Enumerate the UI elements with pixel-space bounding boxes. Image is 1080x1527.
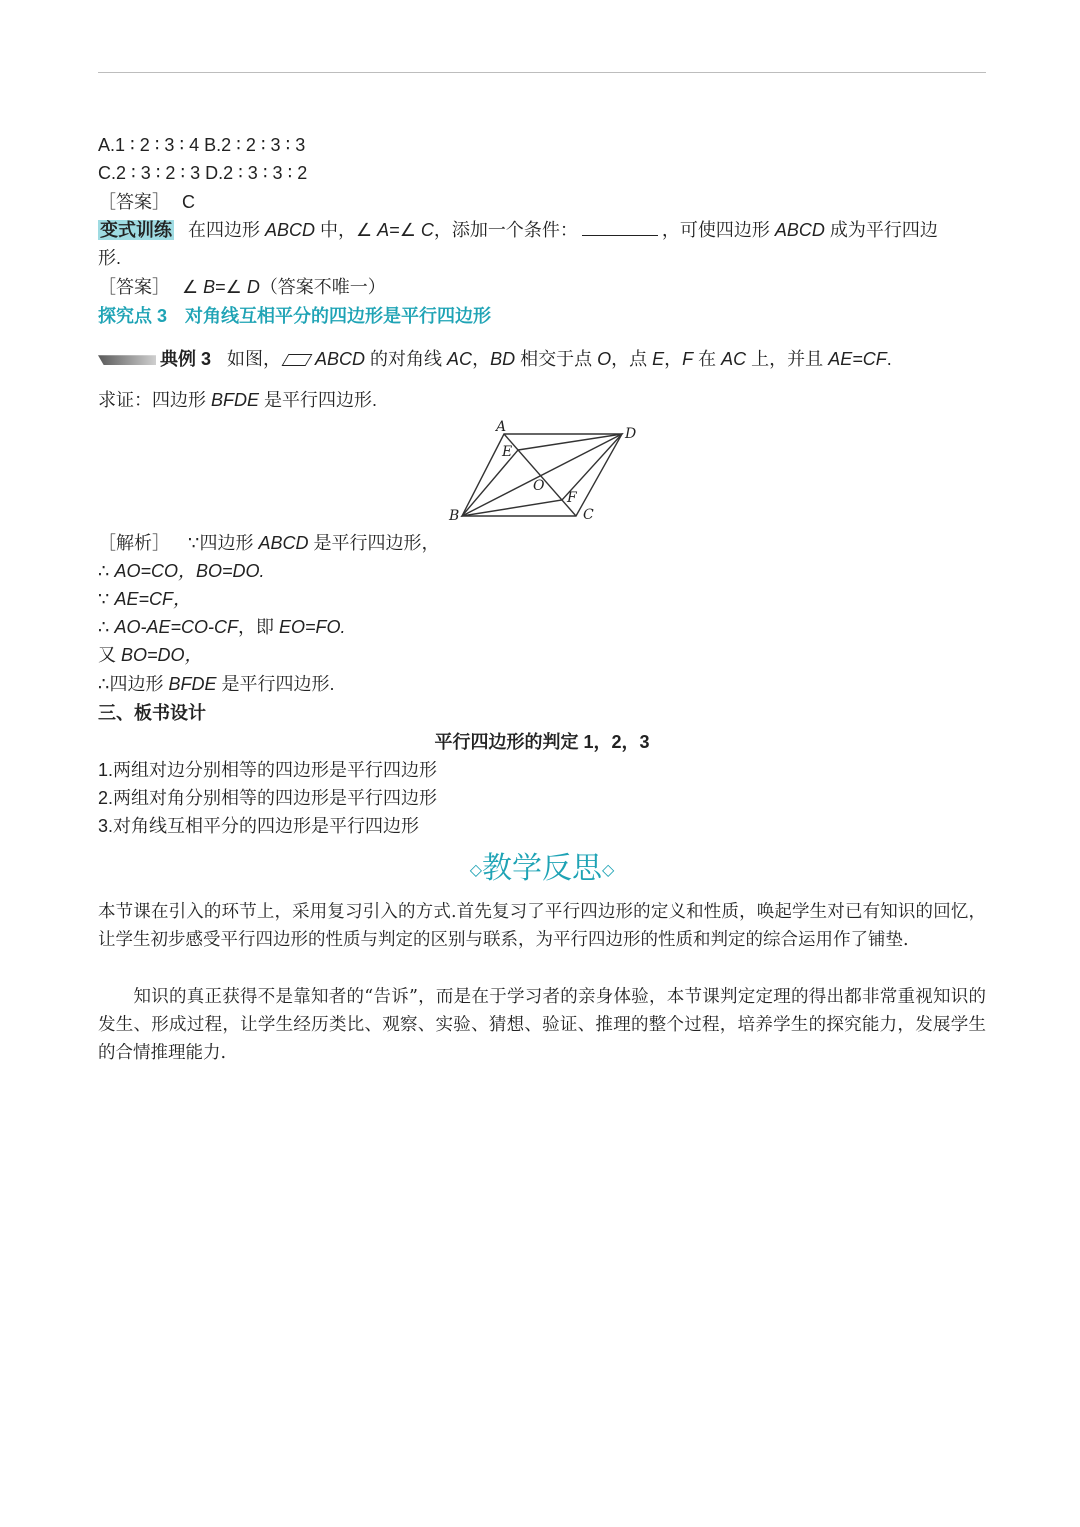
label-e: E bbox=[502, 444, 513, 460]
ex-e: E bbox=[652, 349, 665, 369]
solution-text: ∴四边形 bbox=[98, 674, 169, 694]
answer-blank bbox=[582, 217, 658, 236]
solution-text: 是平行四边形. bbox=[216, 674, 335, 694]
ex-ac: AC bbox=[721, 349, 747, 369]
solution-math: EO=FO. bbox=[278, 617, 346, 637]
board-item: 3.对角线互相平分的四边形是平行四边形 bbox=[98, 816, 420, 836]
answer-note: （答案不唯一） bbox=[259, 277, 386, 297]
variant-line bbox=[98, 216, 938, 244]
solution-text: 是平行四边形， bbox=[308, 533, 440, 553]
ex-f: F bbox=[682, 349, 694, 369]
example-text: ， bbox=[472, 349, 491, 369]
example-text: ，点 bbox=[611, 349, 653, 369]
label-c: C bbox=[583, 507, 594, 523]
label-f: F bbox=[567, 490, 577, 506]
solution-math: AE=CF， bbox=[114, 589, 191, 609]
ex-aecf: AE=CF bbox=[828, 349, 887, 369]
answer-1 bbox=[98, 188, 195, 216]
prove-text: 是平行四边形. bbox=[259, 390, 378, 410]
variant-text: =∠ bbox=[389, 220, 421, 240]
reflection-paragraph-2: 知识的真正获得不是靠知者的“告诉”，而是在于学习者的亲身体验，本节课判定定理的得出都非常重视知识的发生、形成过程，让学生经历类比、观察、实验、猜想、验证、推理的整个过程，培养学生的探究能力，发展学生的合情推理能力. bbox=[98, 987, 986, 1063]
board-heading: 三、板书设计 bbox=[98, 703, 206, 723]
solution-math: BFDE bbox=[168, 674, 217, 694]
diamond-icon: ◇ bbox=[469, 860, 482, 879]
var-a: A bbox=[377, 220, 390, 240]
example-text: . bbox=[886, 349, 892, 369]
var-abcd: ABCD bbox=[265, 220, 316, 240]
sol-abcd: ABCD bbox=[258, 533, 309, 553]
solution-line-1 bbox=[98, 529, 439, 557]
answer-2 bbox=[98, 273, 386, 301]
var-abcd: ABCD bbox=[774, 220, 825, 240]
ribbon-icon bbox=[98, 355, 156, 365]
answer-label: ［答案］ bbox=[98, 192, 170, 212]
var-d: D bbox=[246, 277, 260, 297]
prove-line bbox=[98, 386, 377, 414]
angle-symbol: =∠ bbox=[215, 277, 247, 297]
board-title: 平行四边形的判定 1，2，3 bbox=[434, 732, 650, 752]
solution-line-2 bbox=[98, 557, 265, 585]
solution-math: AO=CO，BO=DO. bbox=[114, 561, 265, 581]
answer-label: ［答案］ bbox=[98, 277, 170, 297]
var-c: C bbox=[420, 220, 434, 240]
answer-value: C bbox=[182, 192, 195, 212]
solution-text: 又 bbox=[98, 645, 122, 665]
example-label: 典例 3 bbox=[160, 349, 212, 369]
solution-line-4 bbox=[98, 613, 346, 641]
parallelogram-icon bbox=[282, 354, 313, 366]
reflection-title bbox=[98, 846, 986, 893]
solution-math: AO-AE=CO-CF bbox=[114, 617, 238, 637]
example-text: ， bbox=[664, 349, 683, 369]
board-item: 2.两组对角分别相等的四边形是平行四边形 bbox=[98, 788, 438, 808]
example-text: 如图， bbox=[227, 349, 282, 369]
section-heading: 探究点 3 对角线互相平分的四边形是平行四边形 bbox=[98, 306, 492, 326]
solution-text: ∴ bbox=[98, 561, 115, 581]
solution-text: ∵四边形 bbox=[188, 533, 259, 553]
options-line-1: A.1 ∶ 2 ∶ 3 ∶ 4 B.2 ∶ 2 ∶ 3 ∶ 3 bbox=[98, 135, 306, 155]
solution-math: BO=DO， bbox=[121, 645, 203, 665]
prove-bfde: BFDE bbox=[211, 390, 260, 410]
solution-text: ∴ bbox=[98, 617, 115, 637]
diamond-icon: ◇ bbox=[602, 860, 615, 879]
ex-ac: AC bbox=[447, 349, 473, 369]
ex-bd: BD bbox=[490, 349, 516, 369]
variant-text: 在四边形 bbox=[188, 220, 266, 240]
example-text: 在 bbox=[693, 349, 722, 369]
parallelogram-figure bbox=[440, 418, 650, 528]
label-b: B bbox=[449, 508, 460, 524]
ex-o: O bbox=[597, 349, 612, 369]
example-text: 上，并且 bbox=[746, 349, 829, 369]
solution-line-5 bbox=[98, 641, 203, 669]
angle-symbol: ∠ bbox=[182, 277, 204, 297]
header-rule bbox=[98, 72, 986, 73]
var-b: B bbox=[203, 277, 216, 297]
reflection-title-text: 教学反思 bbox=[482, 851, 602, 886]
label-a: A bbox=[496, 419, 507, 435]
variant-text: ，可使四边形 bbox=[661, 220, 775, 240]
variant-text: ，添加一个条件： bbox=[433, 220, 578, 240]
label-d: D bbox=[625, 426, 637, 442]
example-text: 相交于点 bbox=[515, 349, 598, 369]
board-item: 1.两组对边分别相等的四边形是平行四边形 bbox=[98, 760, 438, 780]
solution-text: ∵ bbox=[98, 589, 115, 609]
solution-line-6 bbox=[98, 670, 334, 698]
example-text: 的对角线 bbox=[365, 349, 448, 369]
label-o: O bbox=[533, 478, 545, 494]
solution-label: ［解析］ bbox=[98, 533, 170, 553]
solution-line-3 bbox=[98, 585, 191, 613]
variant-text: 成为平行四边 bbox=[824, 220, 938, 240]
reflection-paragraph-1: 本节课在引入的环节上，采用复习引入的方式.首先复习了平行四边形的定义和性质，唤起学生对已有知识的回忆，让学生初步感受平行四边形的性质与判定的区别与联系，为平行四边形的性质和判定的综合运用作了铺垫. bbox=[98, 902, 986, 950]
variant-tag: 变式训练 bbox=[100, 220, 172, 240]
solution-text: ，即 bbox=[237, 617, 279, 637]
example-line bbox=[98, 345, 892, 373]
variant-text: 中，∠ bbox=[315, 220, 378, 240]
prove-text: 求证：四边形 bbox=[98, 390, 212, 410]
ex-abcd: ABCD bbox=[315, 349, 366, 369]
options-line-2: C.2 ∶ 3 ∶ 2 ∶ 3 D.2 ∶ 3 ∶ 3 ∶ 2 bbox=[98, 163, 308, 183]
variant-line-2: 形. bbox=[98, 248, 122, 268]
